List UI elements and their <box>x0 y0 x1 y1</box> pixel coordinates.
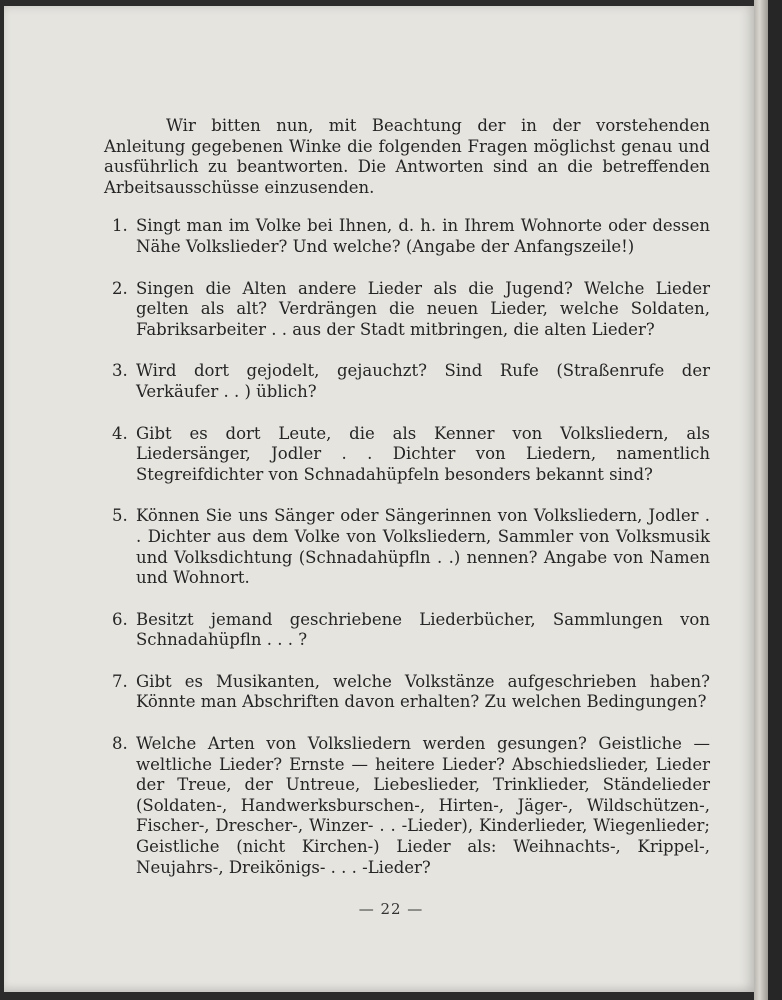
question-2 <box>104 279 710 341</box>
question-7 <box>104 672 710 713</box>
question-5 <box>104 506 710 588</box>
question-text: Gibt es dort Leute, die als Kenner von Volksliedern, als Liedersänger, Jodler . . Dichter von Liedern, namentlich Stegreifdichter von Schnadahüpfeln besonders bekannt sind? <box>136 423 710 484</box>
question-6 <box>104 610 710 651</box>
book-spine <box>754 0 768 1000</box>
question-text: Können Sie uns Sänger oder Sängerinnen von Volksliedern, Jodler . . Dichter aus dem Volke von Volksliedern, Sammler von Volksmusik und Volksdichtung (Schnadahüpfln . .) nennen? Angabe von Namen und Wohnort. <box>136 506 710 588</box>
question-1 <box>104 216 710 257</box>
intro-paragraph: Wir bitten nun, mit Beachtung der in der vorstehenden Anleitung gegebenen Winke die folgenden Fragen möglichst genau und ausführlich zu beantworten. Die Antworten sind an die betreffenden Arbeitsausschüsse einzusenden. <box>104 116 710 197</box>
question-4 <box>104 424 710 486</box>
question-3 <box>104 361 710 402</box>
question-number: 1. <box>112 216 128 236</box>
question-text: Singen die Alten andere Lieder als die Jugend? Welche Lieder gelten als alt? Verdrängen die neuen Lieder, welche Soldaten, Fabriksarbeiter . . aus der Stadt mitbringen, die alten Lieder? <box>136 278 710 339</box>
question-8 <box>104 734 710 878</box>
question-number: 6. <box>112 609 128 629</box>
scan-edge <box>768 0 782 1000</box>
question-text: Wird dort gejodelt, gejauchzt? Sind Rufe (Straßenrufe der Verkäufer . . ) üblich? <box>136 361 710 401</box>
question-text: Singt man im Volke bei Ihnen, d. h. in Ihrem Wohnorte oder dessen Nähe Volkslieder? Und welche? (Angabe der Anfangszeile!) <box>136 216 710 256</box>
question-number: 3. <box>112 361 128 381</box>
question-number: 7. <box>112 671 128 691</box>
question-number: 5. <box>112 506 128 526</box>
question-number: 2. <box>112 278 128 298</box>
question-number: 4. <box>112 423 128 443</box>
question-text: Besitzt jemand geschriebene Liederbücher, Sammlungen von Schnadahüpfln . . . ? <box>136 609 710 650</box>
question-number: 8. <box>112 734 128 754</box>
question-text: Gibt es Musikanten, welche Volkstänze aufgeschrieben haben? Könnte man Abschriften davon erhalten? Zu welchen Bedingungen? <box>136 671 710 712</box>
question-text: Welche Arten von Volksliedern werden gesungen? Geistliche — weltliche Lieder? Ernste — heitere Lieder? Abschiedslieder, Lieder der Treue, der Untreue, Liebeslieder, Trinklieder, Ständelieder (Soldaten-, Handwerksburschen-, Hirten-, Jäger-, Wildschützen-, Fischer-, Drescher-, Winzer- . . -Lieder), Kinderlieder, Wiegenlieder; Geistliche (nicht Kirchen-) Lieder als: Weihnachts-, Krippel-, Neujahrs-, Dreikönigs- . . . -Lieder? <box>136 734 710 877</box>
page-number: — 22 — <box>358 900 424 918</box>
page-content <box>104 116 710 899</box>
